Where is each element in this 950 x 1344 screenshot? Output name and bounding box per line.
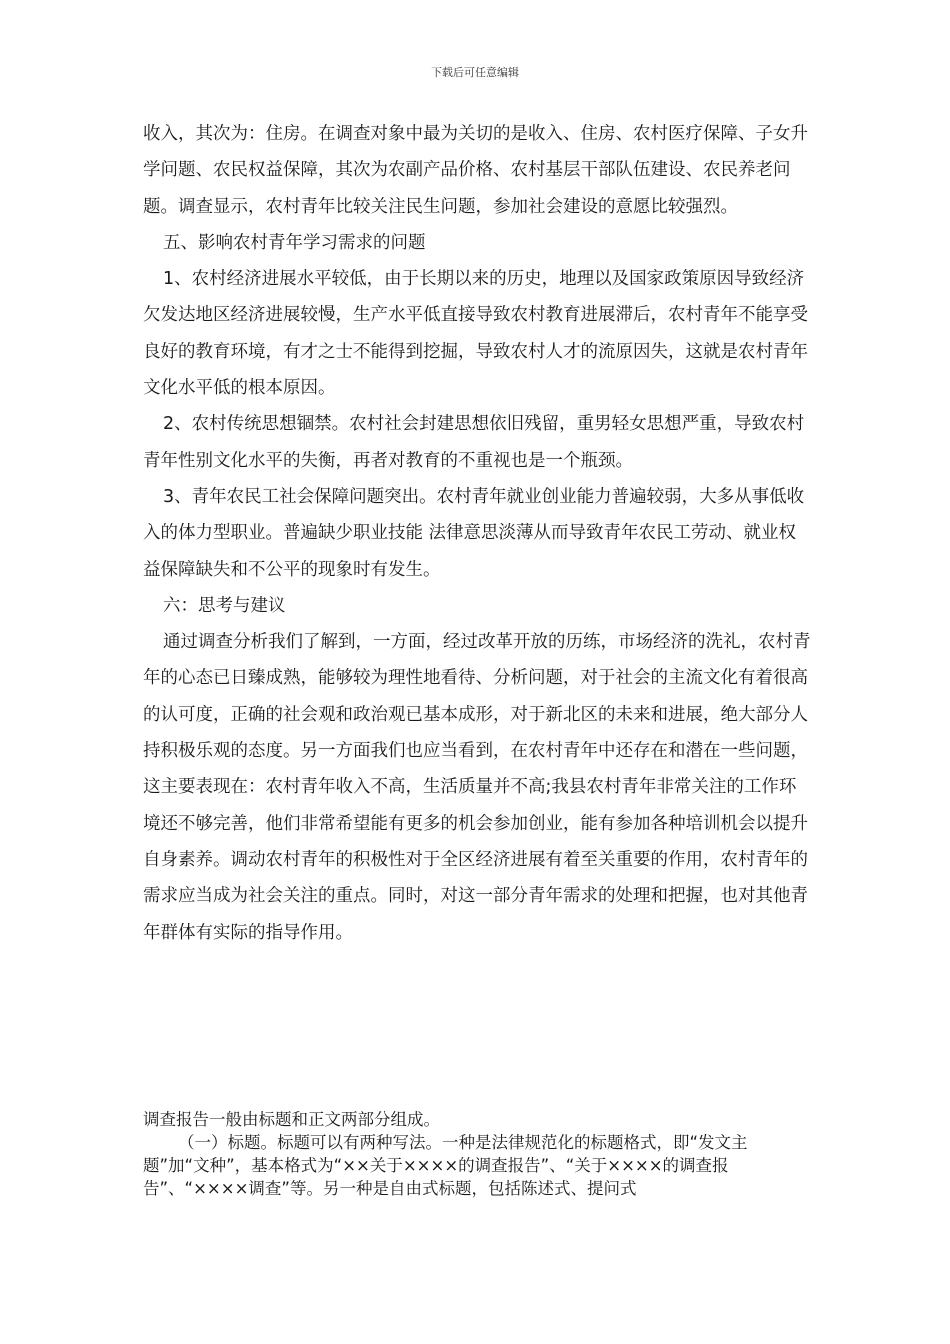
paragraph: 1、农村经济进展水平较低，由于长期以来的历史，地理以及国家政策原因导致经济欠发达地区经济进展较慢，生产水平低直接导致农村教育进展滞后，农村青年不能享受良好的教育环境，有才之士不能得到挖掘，导致农村人才的流原因失，这就是农村青年文化水平低的根本原因。 bbox=[143, 269, 808, 399]
paragraph: 收入，其次为：住房。在调查对象中最为关切的是收入、住房、农村医疗保障、子女升学问题、农民权益保障，其次为农副产品价格、农村基层干部队伍建设、农民养老问题。调查显示，农村青年比较关注民生问题，参加社会建设的意愿比较强烈。 bbox=[143, 124, 808, 217]
document-body bbox=[143, 116, 811, 951]
paragraph: 3、青年农民工社会保障问题突出。农村青年就业创业能力普遍较弱，大多从事低收入的体力型职业。普遍缺少职业技能 法律意思淡薄从而导致青年农民工劳动、就业权益保障缺失和不公平的现象时有发生。 bbox=[143, 486, 805, 580]
paragraph: 通过调查分析我们了解到，一方面，经过改革开放的历练，市场经济的洗礼，农村青年的心态已日臻成熟，能够较为理性地看待、分析问题，对于社会的主流文化有着很高的认可度，正确的社会观和政治观已基本成形，对于新北区的未来和进展，绝大部分人持积极乐观的态度。另一方面我们也应当看到，在农村青年中还存在和潜在一些问题，这主要表现在：农村青年收入不高，生活质量并不高;我县农村青年非常关注的工作环境还不够完善，他们非常希望能有更多的机会参加创业，能有参加各种培训机会以提升自身素养。调动农村青年的积极性对于全区经济进展有着至关重要的作用，农村青年的需求应当成为社会关注的重点。同时，对这一部分青年需求的处理和把握，也对其他青年群体有实际的指导作用。 bbox=[143, 632, 811, 943]
appendix-title-section: （一）标题。标题可以有两种写法。一种是法律规范化的标题格式，即“发文主题”加“文种”，基本格式为“××关于××××的调查报告”、“关于××××的调查报告”、“××××调查”等。另一种是自由式标题，包括陈述式、提问式 bbox=[143, 1133, 748, 1198]
appendix-text bbox=[143, 1108, 811, 1200]
section-heading-five: 五、影响农村青年学习需求的问题 bbox=[163, 232, 426, 253]
paragraph: 2、农村传统思想锢禁。农村社会封建思想依旧残留，重男轻女思想严重，导致农村青年性别文化水平的失衡，再者对教育的不重视也是一个瓶颈。 bbox=[143, 414, 805, 471]
appendix-intro: 调查报告一般由标题和正文两部分组成。 bbox=[143, 1110, 440, 1129]
header-note: 下载后可任意编辑 bbox=[431, 66, 519, 79]
section-heading-six: 六：思考与建议 bbox=[163, 595, 286, 616]
